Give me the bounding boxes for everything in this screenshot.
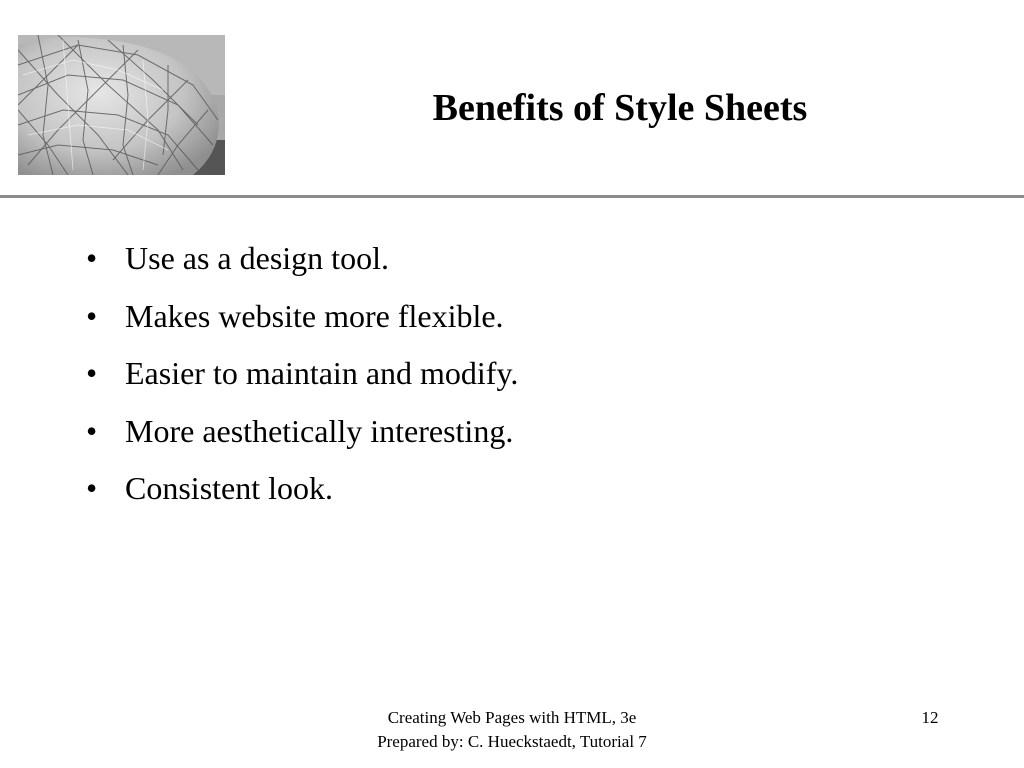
bullet-item [86, 230, 518, 288]
slide-footer [312, 706, 712, 754]
bullet-item [86, 403, 518, 461]
bullet-item [86, 345, 518, 403]
footer-line-course: Creating Web Pages with HTML, 3e [387, 708, 637, 727]
bullet-list [86, 230, 518, 518]
bullet-text: Easier to maintain and modify. [125, 355, 519, 391]
footer-line-author: Prepared by: C. Hueckstaedt, Tutorial 7 [377, 732, 647, 751]
bullet-dot-icon: • [86, 297, 98, 334]
title-divider [0, 195, 1024, 198]
bullet-dot-icon: • [86, 240, 98, 276]
bullet-text: Makes website more flexible. [125, 297, 504, 334]
header-geodesic-image [18, 35, 225, 175]
bullet-text: Consistent look. [125, 470, 334, 506]
slide-title: Benefits of Style Sheets [432, 87, 808, 129]
bullet-item [86, 460, 518, 518]
bullet-item [86, 288, 518, 346]
bullet-text: Use as a design tool. [125, 240, 389, 276]
bullet-dot-icon: • [86, 412, 98, 449]
page-number: 12 [921, 708, 939, 727]
bullet-dot-icon: • [86, 355, 98, 391]
bullet-text: More aesthetically interesting. [125, 412, 514, 449]
bullet-dot-icon: • [86, 470, 98, 506]
